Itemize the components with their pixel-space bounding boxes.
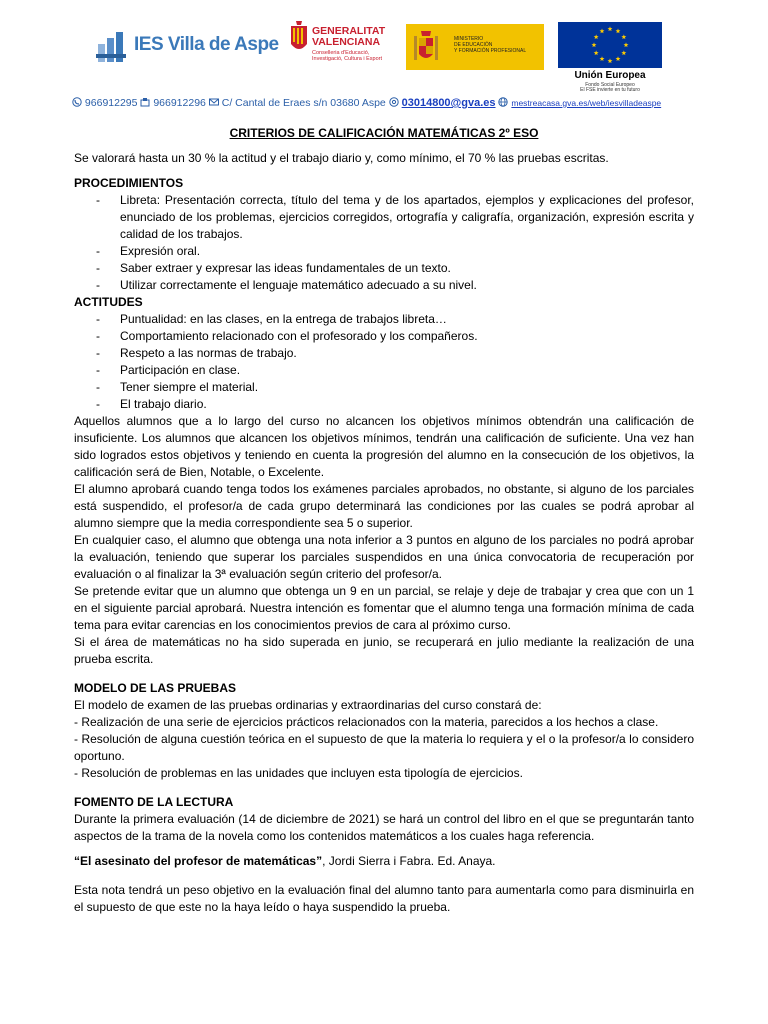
- phone-number: 966912295: [84, 97, 138, 109]
- ministry-line1: MINISTERIO: [454, 36, 484, 42]
- ies-logo-mark-icon: [96, 30, 130, 64]
- list-item-text: Utilizar correctamente el lenguaje matemático adecuado a su nivel.: [120, 278, 477, 292]
- union-europea-logo: [556, 22, 664, 94]
- generalitat-valenciana-logo: [288, 20, 398, 76]
- list-item-text: Puntualidad: en las clases, en la entrega de trabajos libreta…: [120, 312, 447, 326]
- paragraph: En cualquier caso, el alumno que obtenga una nota inferior a 3 puntos en alguno de los parciales no podrá aprobar la evaluación, teniendo que superar los parciales suspendidos en una única convocatoria de recuperación por evaluación o al finalizar la 3ª evaluación según criterio del profesor/a.: [74, 533, 694, 581]
- ies-villa-de-aspe-logo: [96, 30, 279, 64]
- list-item: - Expresión oral.: [96, 244, 201, 258]
- fomento-heading: FOMENTO DE LA LECTURA: [74, 795, 234, 809]
- paragraph: Aquellos alumnos que a lo largo del curso no alcancen los objetivos mínimos obtendrán una calificación de insuficiente. Los alumnos que alcancen los objetivos mínimos, tendrán una calificación de suficiente. Una vez han sido logrados estos objetivos y teniendo en cuenta la progresión del alumno en la consecución de los objetivos, la calificación será de Bien, Notable, o Excelente.: [74, 414, 694, 479]
- list-item: - Puntualidad: en las clases, en la entrega de trabajos libreta…: [96, 312, 447, 326]
- generalitat-sub2: Investigació, Cultura i Esport: [312, 56, 383, 62]
- generalitat-sub1: Conselleria d'Educació,: [312, 50, 370, 56]
- list-item: - Tener siempre el material.: [96, 380, 259, 394]
- phone-icon: [72, 97, 82, 107]
- paragraph: Se pretende evitar que un alumno que obtenga un 9 en un parcial, se relaje y deje de trabajar y crea que con un 1 en el siguiente parcial aprobará. Nuestra intención es fomentar que el alumno tenga una formación mínima de cada tema para evitar carencias en los conocimientos previos de cara al próximo curso.: [74, 584, 694, 632]
- letterhead: [0, 0, 768, 95]
- ministry-line3: Y FORMACIÓN PROFESIONAL: [454, 48, 527, 54]
- at-icon: [389, 97, 399, 107]
- ministry-line2: DE EDUCACIÓN: [454, 42, 493, 48]
- fax-number: 966912296: [153, 97, 206, 109]
- procedimientos-list: [74, 192, 694, 294]
- list-item: - Saber extraer y expresar las ideas fundamentales de un texto.: [96, 261, 451, 275]
- eu-name: Unión Europea: [574, 70, 646, 81]
- fomento-paragraph: Durante la primera evaluación (14 de diciembre de 2021) se hará un control del libro en el que se preguntarán tanto aspectos de la trama de la novela como los contenidos matemáticos a los cuales haga referencia.: [74, 812, 694, 843]
- actitudes-list: [74, 311, 694, 413]
- envelope-icon: [209, 97, 219, 107]
- book-author: , Jordi Sierra i Fabra. Ed. Anaya.: [322, 854, 496, 868]
- list-item-text: El trabajo diario.: [120, 397, 207, 411]
- list-item-text: Libreta: Presentación correcta, título del tema y de los apartados, ejemplos y explicaciones del profesor, enunciado de los problemas, ejercicios corregidos, ortografía y caligrafía, organización, expresión escrita y calidad de los trabajos.: [120, 193, 694, 241]
- eu-flag-icon: [558, 22, 662, 68]
- list-item-text: Saber extraer y expresar las ideas fundamentales de un texto.: [120, 261, 451, 275]
- ministerio-educacion-logo: [406, 24, 544, 70]
- list-item-text: Expresión oral.: [120, 244, 201, 258]
- email-link[interactable]: 03014800@gva.es: [401, 97, 496, 109]
- list-item: - Comportamiento relacionado con el profesorado y los compañeros.: [96, 329, 478, 343]
- generalitat-line1: GENERALITAT: [312, 25, 386, 37]
- list-item: - Respeto a las normas de trabajo.: [96, 346, 297, 360]
- book-title: “El asesinato del profesor de matemáticas”: [74, 854, 323, 868]
- list-item: - Participación en clase.: [96, 363, 241, 377]
- contact-bar: [72, 97, 712, 109]
- paragraph: Si el área de matemáticas no ha sido superada en junio, se recuperará en julio mediante la realización de una prueba escrita.: [74, 635, 694, 666]
- list-item: - Utilizar correctamente el lenguaje matemático adecuado a su nivel.: [96, 278, 477, 292]
- modelo-line: El modelo de examen de las pruebas ordinarias y extraordinarias del curso constará de:: [74, 698, 542, 712]
- spain-coat-of-arms-icon: [412, 28, 440, 66]
- address: C/ Cantal de Eraes s/n 03680 Aspe: [221, 97, 386, 109]
- modelo-heading: MODELO DE LAS PRUEBAS: [74, 681, 237, 695]
- modelo-line: - Resolución de problemas en las unidades que incluyen esta tipología de ejercicios.: [74, 766, 523, 780]
- document-body: [74, 125, 694, 916]
- eu-sub2: El FSE invierte en tu futuro: [580, 87, 640, 93]
- website-link[interactable]: mestreacasa.gva.es/web/iesvilladeaspe: [511, 98, 662, 108]
- modelo-line: - Resolución de alguna cuestión teórica en el supuesto de que la materia lo requiera y el o la profesor/a lo considero oportuno.: [74, 732, 694, 763]
- procedimientos-heading: PROCEDIMIENTOS: [74, 176, 184, 190]
- paragraph: El alumno aprobará cuando tenga todos los exámenes parciales aprobados, no obstante, si alguno de los parciales está suspendido, el profesor/a de cada grupo determinará las condiciones por las cuales se podrá aprobar al alumno siempre que la media correspondiente sea 5 o superior.: [74, 482, 694, 530]
- generalitat-line2: VALENCIANA: [312, 36, 381, 48]
- book-reference: [74, 853, 694, 870]
- eu-sub1: Fondo Social Europeo: [585, 82, 635, 88]
- fax-icon: [140, 97, 150, 107]
- generalitat-shield-icon: [288, 20, 310, 60]
- list-item-text: Tener siempre el material.: [120, 380, 259, 394]
- list-item: - El trabajo diario.: [96, 397, 207, 411]
- document-title: CRITERIOS DE CALIFICACIÓN MATEMÁTICAS 2º ESO: [229, 126, 539, 140]
- list-item-text: Respeto a las normas de trabajo.: [120, 346, 297, 360]
- actitudes-heading: ACTITUDES: [74, 295, 143, 309]
- list-item-text: Participación en clase.: [120, 363, 241, 377]
- closing-paragraph: Esta nota tendrá un peso objetivo en la evaluación final del alumno tanto para aumentarla como para disminuirla en el supuesto de que este no la haya leído o haya suspendido la prueba.: [74, 883, 694, 914]
- list-item-text: Comportamiento relacionado con el profesorado y los compañeros.: [120, 329, 478, 343]
- school-name: IES Villa de Aspe: [134, 34, 279, 55]
- list-item: - Libreta: Presentación correcta, título del tema y de los apartados, ejemplos y explicaciones del profesor, enunciado de los problemas, ejercicios corregidos, ortografía y caligrafía, organización, expresión escrita y calidad de los trabajos.: [96, 193, 694, 241]
- globe-icon: [498, 97, 508, 107]
- modelo-line: - Realización de una serie de ejercicios prácticos relacionados con la materia, parecidos a los hechos a clase.: [74, 715, 659, 729]
- intro-paragraph: Se valorará hasta un 30 % la actitud y el trabajo diario y, como mínimo, el 70 % las pruebas escritas.: [74, 151, 609, 165]
